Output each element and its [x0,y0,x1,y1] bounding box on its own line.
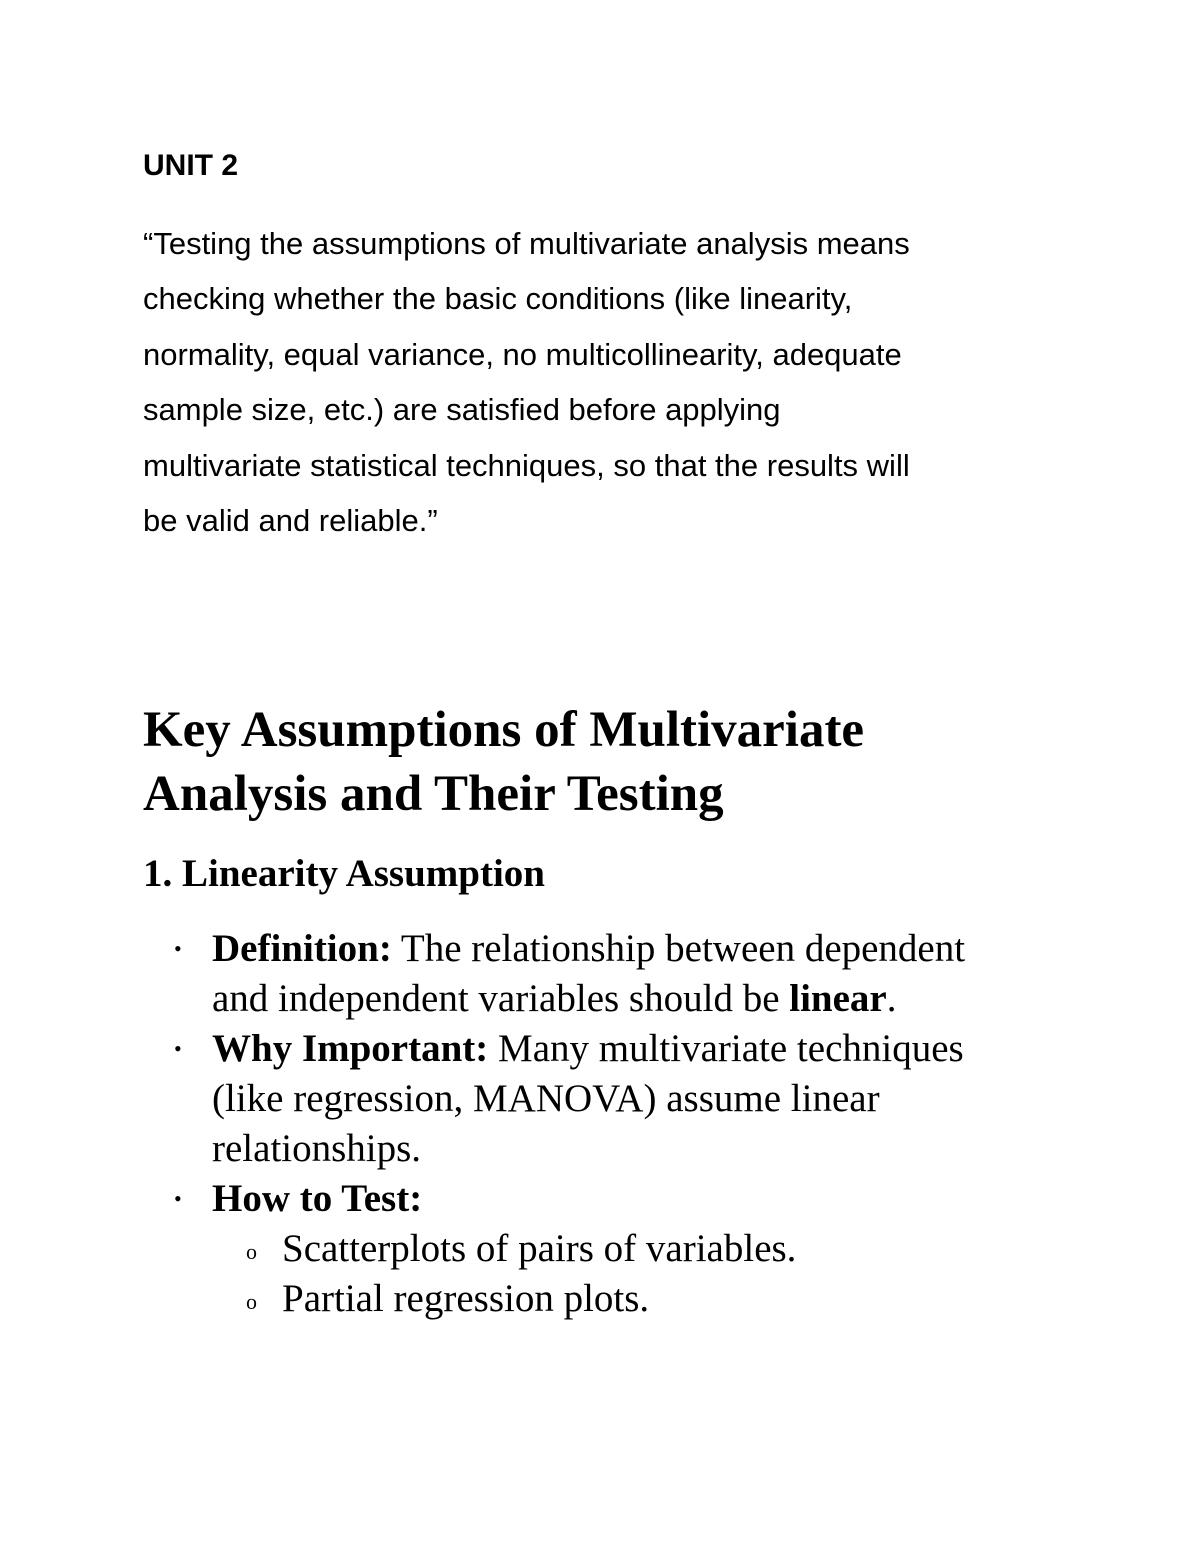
why-text: relationships. [212,1127,422,1170]
definition-label: Definition: [212,927,392,970]
main-heading [143,698,1103,826]
bullet-definition [143,924,1103,1024]
definition-text: and independent variables should be [212,977,790,1020]
sub-bullet-item [143,1224,1103,1274]
sub-bullet-icon: o [246,1239,257,1264]
definition-text: . [886,977,897,1020]
main-heading-line: Key Assumptions of Multivariate [143,702,865,758]
why-label: Why Important: [212,1027,489,1070]
how-label: How to Test: [212,1177,423,1220]
intro-line: sample size, etc.) are satisfied before applying [143,392,781,428]
definition-emphasis: linear [789,977,887,1020]
sub-bullet-item [143,1274,1103,1324]
bullet-icon: • [174,936,182,961]
intro-line: “Testing the assumptions of multivariate analysis means [143,226,910,261]
bullet-icon: • [174,1036,182,1061]
intro-line: multivariate statistical techniques, so that the results will [143,447,910,483]
intro-line: checking whether the basic conditions (like linearity, [143,281,853,317]
bullet-why-important [143,1024,1103,1174]
bullet-how-to-test [143,1174,1103,1224]
sub-bullet-text: Partial regression plots. [282,1277,650,1320]
intro-line: normality, equal variance, no multicollinearity, adequate [143,336,902,372]
unit-title: UNIT 2 [143,149,239,182]
intro-paragraph [143,216,1073,548]
sub-bullet-text: Scatterplots of pairs of variables. [282,1227,797,1270]
why-text: Many multivariate techniques [488,1027,964,1070]
definition-text: The relationship between dependent [391,927,966,970]
bullet-list [143,924,1103,1324]
why-text: (like regression, MANOVA) assume linear [212,1077,880,1120]
section-heading: 1. Linearity Assumption [143,852,545,895]
main-heading-line: Analysis and Their Testing [143,766,724,822]
bullet-icon: • [174,1186,182,1211]
sub-bullet-icon: o [246,1289,257,1314]
intro-line: be valid and reliable.” [143,503,438,539]
